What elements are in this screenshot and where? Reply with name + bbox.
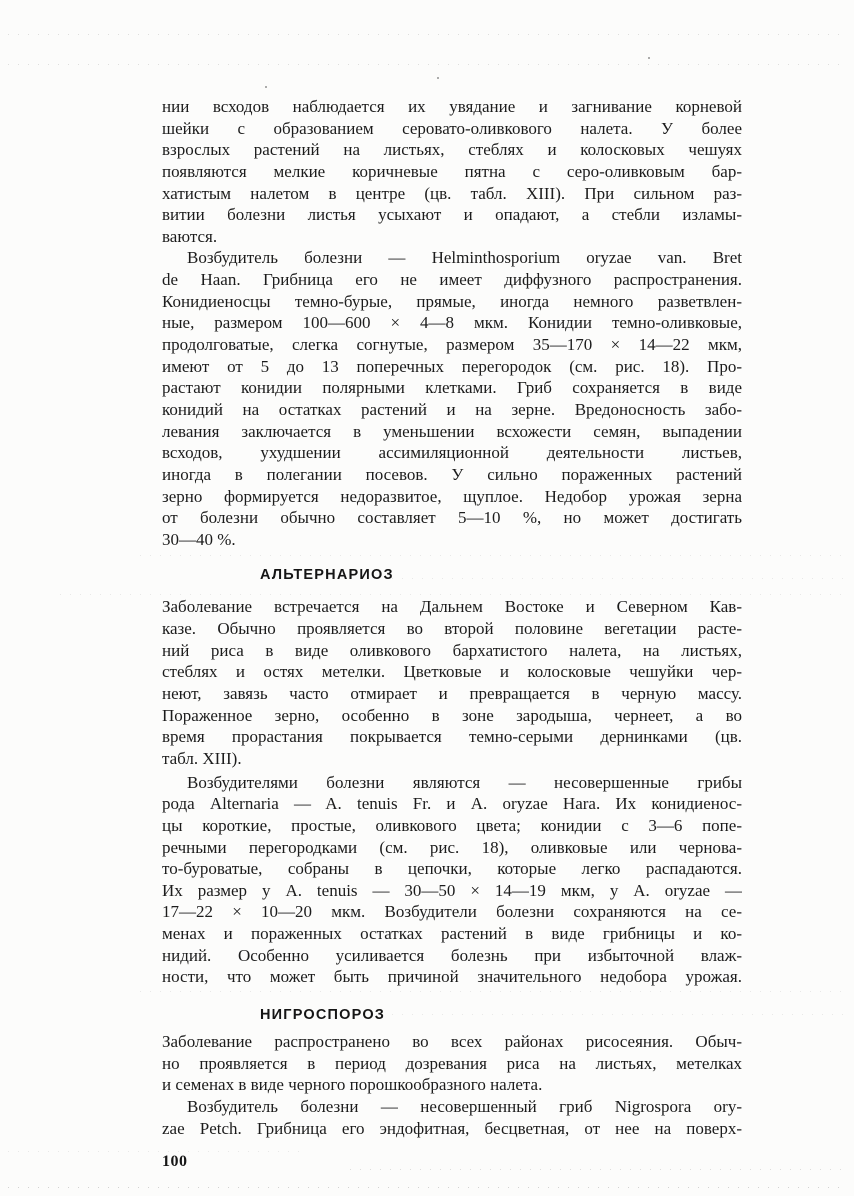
scan-noise-row [8,1186,846,1188]
text-line: Возбудитель болезни — Helminthosporium oryzae van. Bret [187,248,742,268]
text-column [162,96,742,1139]
text-line: ные, размером 100—600 × 4—8 мкм. Конидии темно-оливковые, [162,313,742,333]
text-line: ний риса в виде оливкового бархатистого налета, на листьях, [162,640,742,660]
text-line: имеют от 5 до 13 поперечных перегородок (см. рис. 18). Про- [162,356,742,376]
text-line: 17—22 × 10—20 мкм. Возбудители болезни сохраняются на се- [162,902,742,922]
section-heading: НИГРОСПОРОЗ [260,1006,386,1023]
scan-noise-row [8,33,846,35]
page-number: 100 [162,1153,188,1170]
text-line: взрослых растений на листьях, стеблях и колосковых чешуях [162,140,742,160]
text-line: продолговатые, слегка согнутые, размером 35—170 × 14—22 мкм, [162,335,742,355]
text-line: левания заключается в уменьшении всхожести семян, выпадении [162,421,742,441]
text-line: иногда в полегании посевов. У сильно пораженных растений [162,464,742,484]
text-line: стеблях и остях метелки. Цветковые и колосковые чешуйки чер- [162,662,742,682]
text-line: рода Alternaria — A. tenuis Fr. и A. oryzae Hara. Их конидиенос- [162,794,742,814]
scan-noise-row [8,1150,308,1152]
text-line: Возбудителями болезни являются — несовершенные грибы [187,772,742,792]
scan-noise-row [350,1168,846,1170]
paragraph [162,1031,742,1096]
text-line: всходов, ухудшении ассимиляционной деятельности листьев, [162,443,742,463]
text-line: от болезни обычно составляет 5—10 %, но может достигать [162,508,742,528]
scan-speck [437,77,439,79]
text-line: нидий. Особенно усиливается болезнь при избыточной влаж- [162,945,742,965]
text-line: и семенах в виде черного порошкообразного налета. [162,1075,543,1095]
text-line: Заболевание встречается на Дальнем Востоке и Северном Кав- [162,597,742,617]
paragraph [162,96,742,247]
text-line: ваются. [162,226,218,246]
paragraph [162,596,742,769]
text-line: хатистым налетом в центре (цв. табл. XIII). При сильном раз- [162,183,742,203]
text-line: Пораженное зерно, особенно в зоне зародыша, чернеет, а во [162,705,742,725]
paragraph [162,772,742,988]
text-line: менах и пораженных остатках растений в виде грибницы и ко- [162,924,742,944]
text-line: казе. Обычно проявляется во второй половине вегетации расте- [162,619,742,639]
text-line: шейки с образованием серовато-оливкового налета. У более [162,118,742,138]
text-line: витии болезни листья усыхают и опадают, а стебли изламы- [162,205,742,225]
scan-noise-row [8,63,846,65]
text-line: неют, завязь часто отмирает и превращается в черную массу. [162,684,742,704]
scan-speck [648,57,650,59]
text-line: время прорастания покрывается темно-серыми дернинками (цв. [162,727,742,747]
text-line: табл. XIII). [162,748,242,768]
text-line: появляются мелкие коричневые пятна с серо-оливковым бар- [162,161,742,181]
text-line: но проявляется в период дозревания риса на листьях, метелках [162,1053,742,1073]
text-line: Заболевание распространено во всех районах рисосеяния. Обыч- [162,1031,742,1051]
text-line: 30—40 %. [162,529,236,549]
text-line: de Haan. Грибница его не имеет диффузного распространения. [162,270,742,290]
text-line: то-буроватые, собраны в цепочки, которые легко распадаются. [162,859,742,879]
text-line: растают конидии полярными клетками. Гриб сохраняется в виде [162,378,742,398]
text-line: конидий на остатках растений и на зерне. Вредоносность забо- [162,399,742,419]
paragraph [162,1096,742,1139]
text-line: ности, что может быть причиной значительного недобора урожая. [162,967,742,987]
text-line: Конидиеносцы темно-бурые, прямые, иногда немного разветвлен- [162,291,742,311]
text-line: Их размер у A. tenuis — 30—50 × 14—19 мкм, у A. oryzae — [162,880,742,900]
text-line: речными перегородками (см. рис. 18), оливковые или чернова- [162,837,742,857]
text-line: зерно формируется недоразвитое, щуплое. Недобор урожая зерна [162,486,742,506]
text-line: нии всходов наблюдается их увядание и загнивание корневой [162,97,742,116]
text-line: цы короткие, простые, оливкового цвета; конидии с 3—6 попе- [162,815,742,835]
section-heading: АЛЬТЕРНАРИОЗ [260,567,394,584]
text-line: Возбудитель болезни — несовершенный гриб Nigrospora ory- [187,1096,742,1116]
text-line: zae Petch. Грибница его эндофитная, бесцветная, от нее на поверх- [162,1118,742,1138]
paragraph [162,247,742,550]
scan-speck [265,86,267,88]
